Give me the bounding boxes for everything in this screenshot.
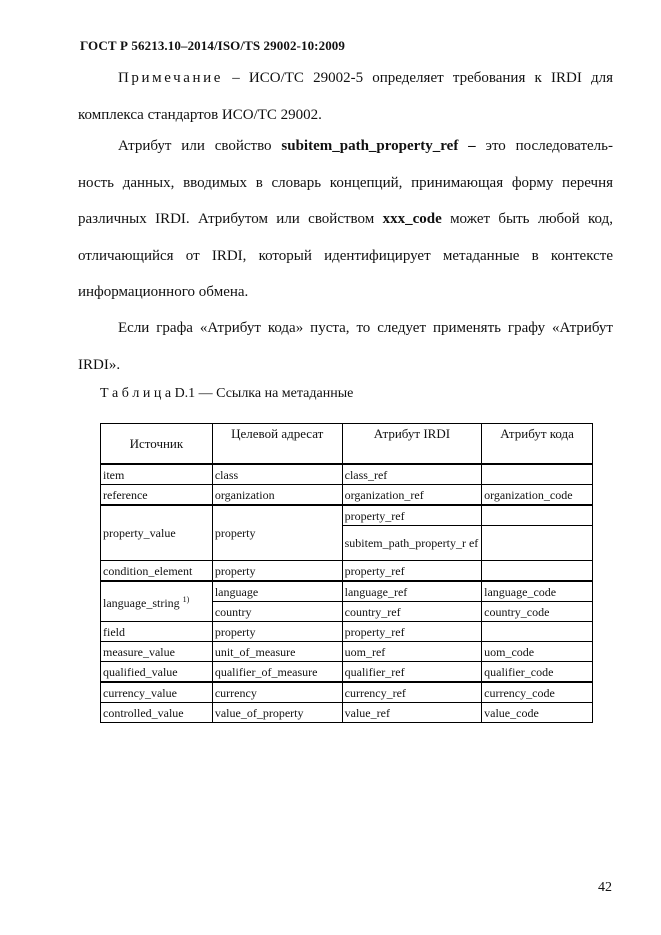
table-cell: unit_of_measure xyxy=(212,642,342,662)
table-cell: language_ref xyxy=(342,581,482,602)
document-header: ГОСТ Р 56213.10–2014/ISO/TS 29002-10:2009 xyxy=(80,38,346,53)
table-row xyxy=(101,642,593,662)
page-number: 42 xyxy=(598,880,612,895)
note-line-2: комплекса стандартов ИСО/ТС 29002. xyxy=(78,106,322,123)
table-cell: property xyxy=(212,505,342,561)
table-header-row xyxy=(101,424,593,465)
table-row xyxy=(101,561,593,582)
table-cell: country xyxy=(212,602,342,622)
table-cell: organization_ref xyxy=(342,485,482,506)
header-target: Целевой адресат xyxy=(212,424,342,465)
table-cell: currency_ref xyxy=(342,682,482,703)
table-cell: reference xyxy=(101,485,213,506)
table-cell: currency_code xyxy=(482,682,593,703)
table-cell: field xyxy=(101,622,213,642)
header-source: Источник xyxy=(101,424,213,465)
para1-line3-a: различных IRDI. Атрибутом или свойством xyxy=(78,211,383,227)
para1-line-2: ность данных, вводимых в словарь концепций, принимающая форму перечня xyxy=(78,174,613,191)
table-cell: qualifier_ref xyxy=(342,662,482,683)
table-cell: uom_code xyxy=(482,642,593,662)
table-cell: qualifier_of_measure xyxy=(212,662,342,683)
table-cell: organization xyxy=(212,485,342,506)
para1-term-code: xxx_code xyxy=(382,211,442,227)
table-row xyxy=(101,505,593,526)
table-cell: value_of_property xyxy=(212,703,342,723)
table-cell: organization_code xyxy=(482,485,593,506)
metadata-reference-table xyxy=(100,423,593,723)
table-cell: property_ref xyxy=(342,505,482,526)
table-cell: language_code xyxy=(482,581,593,602)
table-cell xyxy=(482,561,593,582)
table-cell: country_code xyxy=(482,602,593,622)
table-row xyxy=(101,703,593,723)
note-line-1-text: – ИСО/ТС 29002-5 определяет требования к IRDI для xyxy=(232,70,614,86)
table-cell: qualifier_code xyxy=(482,662,593,683)
para1-line-3 xyxy=(78,201,613,238)
table-cell: value_code xyxy=(482,703,593,723)
table-cell xyxy=(101,581,213,622)
note-label: Примечание xyxy=(118,70,224,86)
para2-line-1: Если графа «Атрибут кода» пуста, то следует применять графу «Атрибут xyxy=(118,320,613,336)
footnote-marker: 1) xyxy=(182,595,190,604)
para1-text-c: это последователь- xyxy=(475,138,613,154)
empty-code-paragraph xyxy=(78,310,613,383)
table-cell: uom_ref xyxy=(342,642,482,662)
table-cell: controlled_value xyxy=(101,703,213,723)
table-cell: country_ref xyxy=(342,602,482,622)
table-cell: property xyxy=(212,561,342,582)
para1-line3-c: может быть любой код, xyxy=(441,211,613,227)
table-cell xyxy=(482,526,593,561)
table-cell: property xyxy=(212,622,342,642)
table-cell: currency_value xyxy=(101,682,213,703)
table-cell: condition_element xyxy=(101,561,213,582)
table-cell: qualified_value xyxy=(101,662,213,683)
attribute-paragraph xyxy=(78,128,613,311)
note-line-1 xyxy=(78,60,613,97)
table-cell xyxy=(482,622,593,642)
table-row xyxy=(101,581,593,602)
table-cell: property_value xyxy=(101,505,213,561)
table-cell: subitem_path_property_r ef xyxy=(342,526,482,561)
table-cell: property_ref xyxy=(342,561,482,582)
para1-line-1 xyxy=(78,128,613,165)
table-cell: language xyxy=(212,581,342,602)
table-row xyxy=(101,682,593,703)
table-caption: Т а б л и ц а D.1 — Ссылка на метаданные xyxy=(100,386,354,401)
para1-line-5: информационного обмена. xyxy=(78,284,249,300)
table-row xyxy=(101,464,593,485)
para1-text-a: Атрибут или свойство xyxy=(118,138,282,154)
note-paragraph xyxy=(78,60,613,133)
table-cell: class xyxy=(212,464,342,485)
table-cell: property_ref xyxy=(342,622,482,642)
header-code-attribute: Атрибут кода xyxy=(482,424,593,465)
table-row xyxy=(101,662,593,683)
table-cell: measure_value xyxy=(101,642,213,662)
table-row xyxy=(101,485,593,506)
header-irdi-attribute: Атрибут IRDI xyxy=(342,424,482,465)
table-cell: currency xyxy=(212,682,342,703)
table-cell xyxy=(482,464,593,485)
table-cell xyxy=(482,505,593,526)
table-cell: item xyxy=(101,464,213,485)
table-cell: class_ref xyxy=(342,464,482,485)
table-cell: value_ref xyxy=(342,703,482,723)
para2-line-2: IRDI». xyxy=(78,356,121,373)
table-row xyxy=(101,622,593,642)
para1-line-4: отличающийся от IRDI, который идентифицирует метаданные в контексте xyxy=(78,247,613,264)
language-string-label: language_string xyxy=(103,596,180,610)
para1-term-subitem: subitem_path_property_ref – xyxy=(281,138,476,154)
